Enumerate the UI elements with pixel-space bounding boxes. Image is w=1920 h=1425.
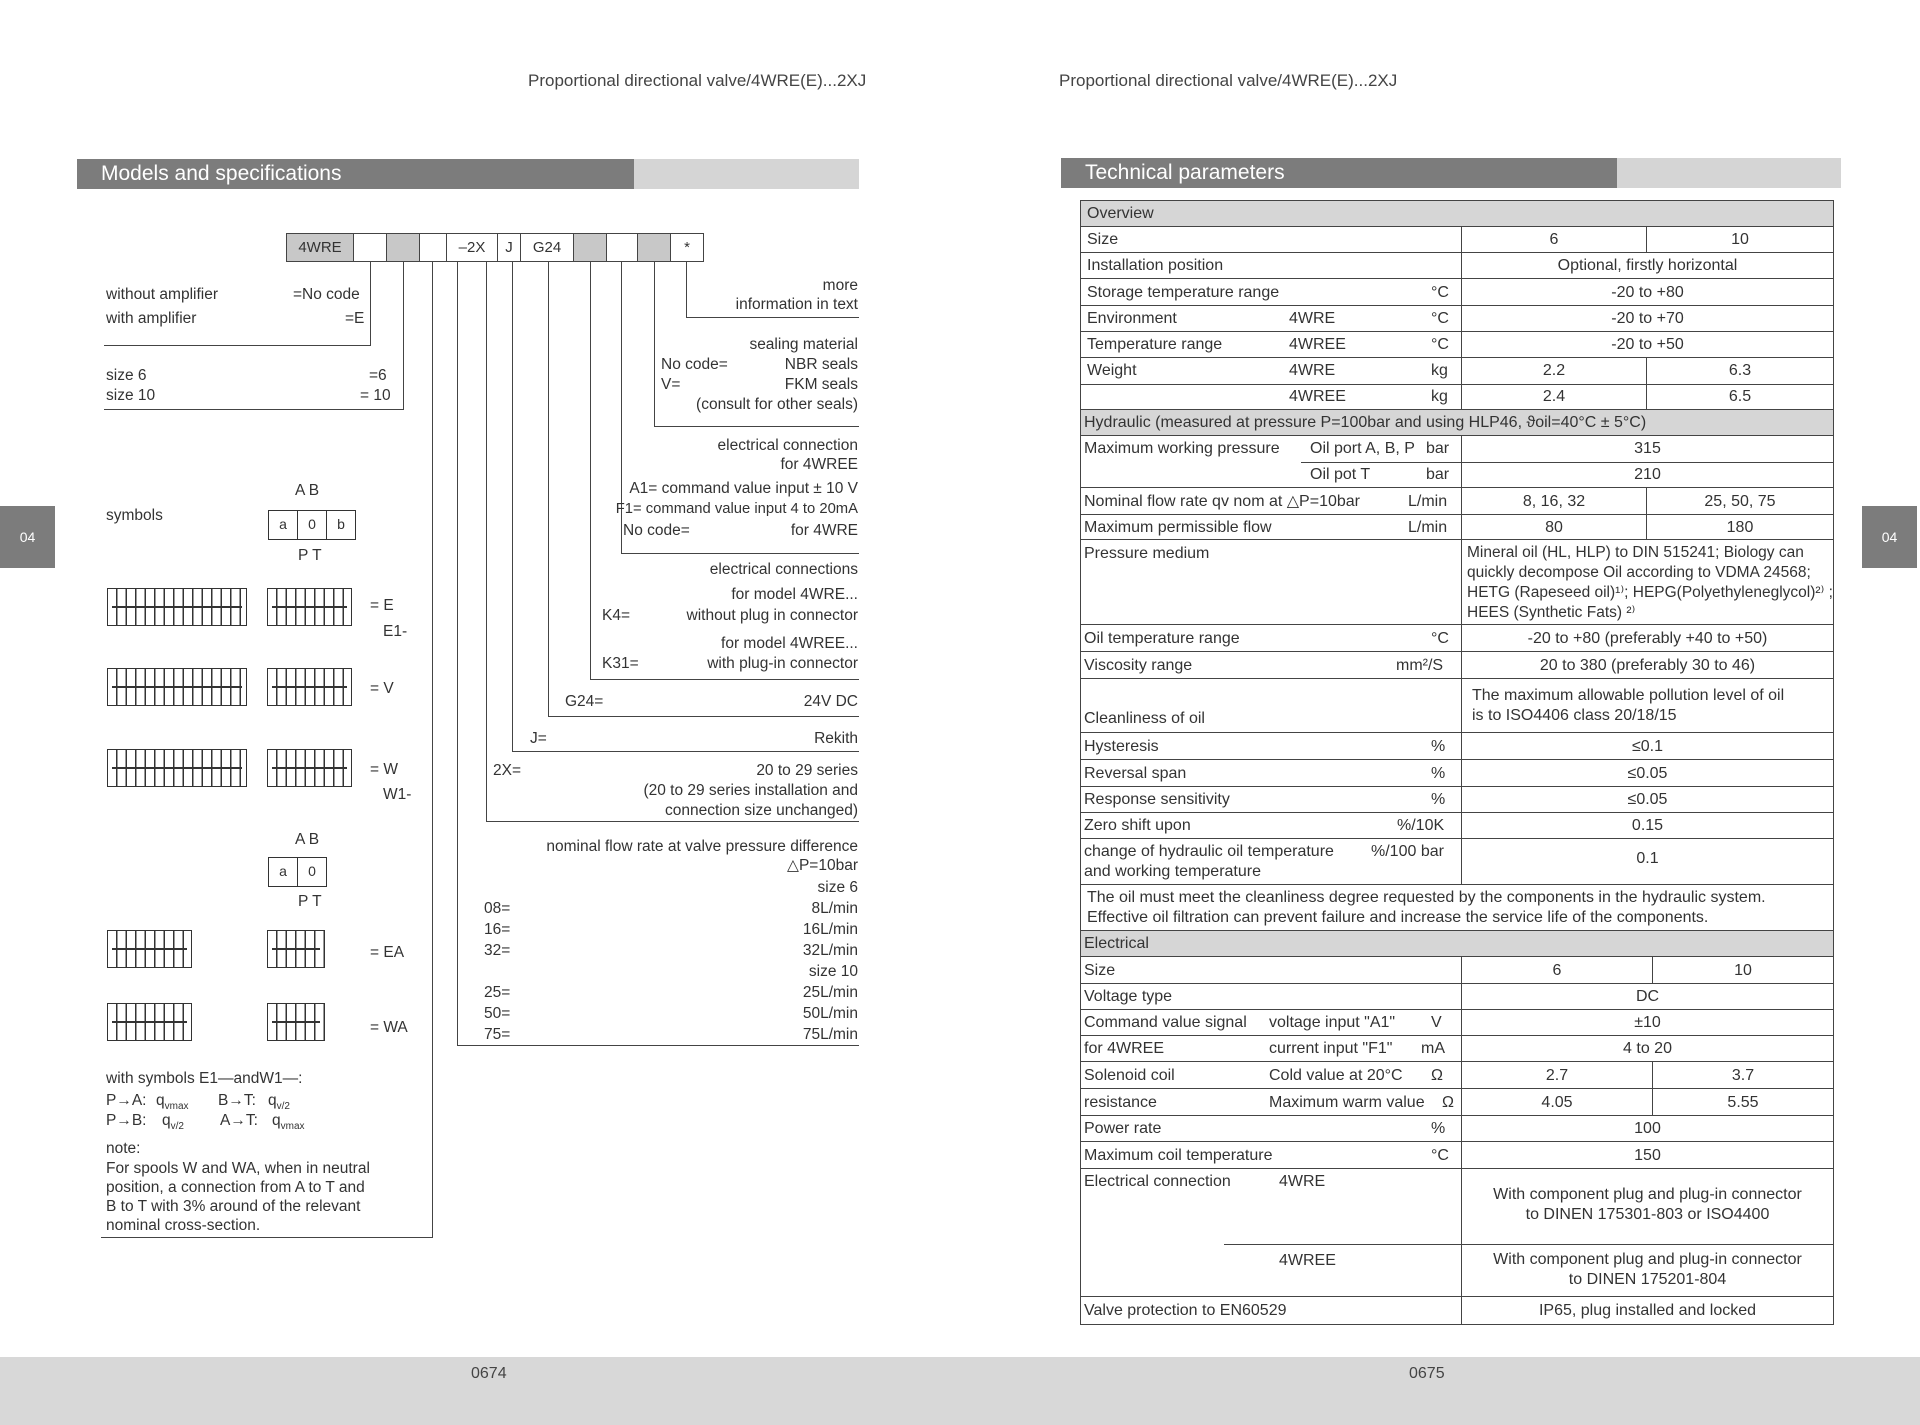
weight-v1b: 6.3	[1646, 358, 1833, 384]
oiltemp-label: Oil temperature range	[1084, 630, 1240, 647]
row-res	[1081, 1089, 1833, 1116]
leader-more-h	[686, 317, 859, 318]
code-e: = E	[370, 597, 394, 614]
x2-desc3: connection size unchanged)	[664, 802, 858, 819]
sym2-a: a	[268, 857, 298, 887]
nflow-label: Nominal flow rate qv nom at △P=10bar	[1084, 493, 1360, 510]
nflow-b: 25, 50, 75	[1646, 488, 1833, 514]
coil-a: 2.7	[1461, 1062, 1652, 1088]
flow-75-val: 75L/min	[802, 1026, 858, 1043]
weight-label: Weight	[1087, 362, 1137, 379]
econn-v2b: to DINEN 175201-804	[1568, 1271, 1727, 1288]
more-line1: more	[822, 277, 858, 294]
row-install	[1081, 253, 1833, 279]
temp-model: 4WREE	[1289, 336, 1346, 353]
code-w: = W	[370, 761, 398, 778]
res-mode: Maximum warm value	[1269, 1094, 1425, 1111]
cur-value: 4 to 20	[1461, 1036, 1833, 1061]
seal-v: V=	[661, 376, 681, 393]
flow-size10: size 10	[808, 963, 858, 980]
conn-model-4wree: for model 4WREE...	[721, 635, 858, 652]
row-size	[1081, 227, 1833, 253]
spool-ea-small	[267, 930, 325, 968]
spool-v-large	[107, 668, 247, 706]
econn-model2: 4WREE	[1279, 1252, 1336, 1269]
note-line1: For spools W and WA, when in neutral	[106, 1160, 370, 1177]
maxcoil-label: Maximum coil temperature	[1084, 1147, 1273, 1164]
leader-g24-h	[548, 716, 859, 717]
elec-a1: A1= command value input ± 10 V	[629, 480, 858, 497]
right-section-title: Technical parameters	[1061, 158, 1617, 188]
sym2-ab: A B	[295, 831, 320, 848]
amp-with-code: =E	[345, 310, 365, 327]
note-line3: B to T with 3% around of the relevant	[106, 1198, 361, 1215]
chg-value: 0.1	[1461, 839, 1833, 884]
seal-nocode: No code=	[661, 356, 728, 373]
note-title: note:	[106, 1140, 141, 1157]
at-label: A→T:	[220, 1112, 258, 1129]
row-cmd	[1081, 1010, 1833, 1036]
row-cur	[1081, 1036, 1833, 1062]
esize-10: 10	[1652, 957, 1833, 983]
note-line2: position, a connection from A to T and	[106, 1179, 365, 1196]
left-tab[interactable]: 04	[0, 506, 55, 568]
row-esize	[1081, 957, 1833, 984]
size-label: Size	[1087, 231, 1119, 248]
resp-label: Response sensitivity	[1084, 791, 1230, 808]
leader-more	[686, 262, 687, 318]
code-v: = V	[370, 680, 394, 697]
nflow-unit: L/min	[1408, 493, 1448, 510]
mflow-a: 80	[1461, 515, 1646, 539]
power-value: 100	[1461, 1116, 1833, 1141]
install-value: Optional, firstly horizontal	[1461, 253, 1833, 278]
size10-label: size 10	[106, 387, 156, 404]
row-power	[1081, 1116, 1833, 1142]
conn-k4: K4=	[602, 607, 631, 624]
res-unit: Ω	[1442, 1094, 1454, 1111]
seal-fkm: FKM seals	[784, 376, 858, 393]
oiltemp-value: -20 to +80 (preferably +40 to +50)	[1461, 625, 1833, 651]
rev-label: Reversal span	[1084, 765, 1187, 782]
elec-nocode: No code=	[623, 522, 690, 539]
econn-v2a: With component plug and plug-in connector	[1493, 1251, 1802, 1268]
row-prot	[1081, 1297, 1833, 1324]
footer-bar	[0, 1357, 1920, 1425]
row-oiltemp	[1081, 625, 1833, 652]
flow-16: 16=	[484, 921, 511, 938]
code-w1: W1-	[383, 786, 412, 803]
pb-label: P→B:	[106, 1112, 147, 1129]
row-storage	[1081, 279, 1833, 306]
maxcoil-value: 150	[1461, 1142, 1833, 1168]
sym1-b: b	[326, 510, 356, 540]
right-tab[interactable]: 04	[1862, 506, 1917, 568]
maxp-value: 315	[1461, 436, 1833, 462]
prot-label: Valve protection to EN60529	[1084, 1302, 1287, 1319]
leader-symbols-h	[101, 1237, 433, 1238]
row-econn	[1081, 1169, 1833, 1297]
env-label: Environment	[1087, 310, 1177, 327]
res-a: 4.05	[1461, 1089, 1652, 1115]
storage-unit: °C	[1431, 284, 1449, 301]
left-section-title: Models and specifications	[77, 159, 634, 189]
medium-line2: quickly decompose Oil according to VDMA 24568;	[1467, 564, 1811, 581]
mflow-unit: L/min	[1408, 519, 1448, 536]
medium-label: Pressure medium	[1084, 545, 1210, 562]
row-hydraulic	[1081, 410, 1833, 436]
maxp-tvalue: 210	[1461, 462, 1833, 487]
chg-label	[1084, 842, 1334, 884]
maxp-t: Oil pot T	[1310, 466, 1371, 483]
row-resp	[1081, 787, 1833, 813]
visc-unit: mm²/S	[1396, 657, 1444, 674]
row-chg	[1081, 839, 1833, 885]
hyst-label: Hysteresis	[1084, 738, 1159, 755]
x2-desc2: (20 to 29 series installation and	[643, 782, 858, 799]
symbols-label: symbols	[106, 507, 163, 524]
rev-unit: %	[1431, 765, 1446, 782]
prot-value: IP65, plug installed and locked	[1461, 1297, 1833, 1324]
leader-symbols	[432, 262, 433, 1238]
leader-2x-h	[486, 821, 859, 822]
more-line2: information in text	[735, 296, 858, 313]
leader-seal-h	[654, 426, 859, 427]
bt-label: B→T:	[218, 1092, 256, 1109]
pb-value	[162, 1111, 184, 1134]
zero-label: Zero shift upon	[1084, 817, 1191, 834]
code-star-text: *	[684, 239, 690, 256]
oilnote-line2: Effective oil filtration can prevent failure and increase the service life of the components.	[1087, 909, 1709, 926]
for4wree-label: for 4WREE	[1084, 1040, 1165, 1057]
size6-label: size 6	[106, 367, 147, 384]
cmd-mode: voltage input "A1"	[1269, 1014, 1396, 1031]
weight-v2a: 2.4	[1461, 384, 1646, 409]
spool-w-large	[107, 749, 247, 787]
spool-w-small	[267, 749, 352, 787]
sym1-a: a	[268, 510, 298, 540]
temp-label: Temperature range	[1087, 336, 1223, 353]
clean-label: Cleanliness of oil	[1084, 710, 1205, 727]
amp-without-code: =No code	[293, 286, 360, 303]
g24-desc: 24V DC	[803, 693, 858, 710]
bt-sub: v/2	[276, 1101, 290, 1113]
env-model: 4WRE	[1289, 310, 1336, 327]
row-temp	[1081, 332, 1833, 358]
esize-label: Size	[1084, 962, 1116, 979]
temp-unit: °C	[1431, 336, 1449, 353]
econn-v1a: With component plug and plug-in connector	[1493, 1186, 1802, 1203]
elec-for4wre: for 4WRE	[790, 522, 858, 539]
temp-value: -20 to +50	[1461, 332, 1833, 357]
cur-mode: current input "F1"	[1269, 1040, 1393, 1057]
code-box-2	[353, 233, 387, 262]
row-coil	[1081, 1062, 1833, 1089]
leader-2x	[486, 262, 487, 822]
code-box-gap	[637, 233, 671, 262]
pa-q: q	[156, 1092, 165, 1109]
row-clean	[1081, 679, 1833, 733]
coil-b: 3.7	[1652, 1062, 1833, 1088]
zero-value: 0.15	[1461, 813, 1833, 838]
x2-desc: 20 to 29 series	[756, 762, 858, 779]
e1w1-title: with symbols E1—andW1—:	[106, 1070, 303, 1087]
leader-conn	[590, 262, 591, 680]
medium-value	[1461, 540, 1833, 624]
hydraulic-label: Hydraulic (measured at pressure P=100bar and using HLP46, ϑoil=40°C ± 5°C)	[1084, 414, 1647, 431]
amp-with: with amplifier	[106, 310, 197, 327]
at-sub: vmax	[280, 1121, 305, 1133]
weight-model1: 4WRE	[1289, 362, 1336, 379]
left-page-number: 0674	[471, 1365, 507, 1382]
mflow-b: 180	[1646, 515, 1833, 539]
resp-unit: %	[1431, 791, 1446, 808]
flow-title: nominal flow rate at valve pressure difference	[546, 838, 858, 855]
sym1-0: 0	[297, 510, 327, 540]
leader-flow	[457, 262, 458, 1046]
code-ea: = EA	[370, 944, 405, 961]
power-unit: %	[1431, 1120, 1446, 1137]
at-value	[272, 1111, 305, 1134]
cmd-unit: V	[1431, 1014, 1442, 1031]
maxp-port: Oil port A, B, P	[1310, 440, 1415, 457]
cur-unit: mA	[1421, 1040, 1445, 1057]
weight-unit2: kg	[1431, 388, 1448, 405]
flow-32-val: 32L/min	[802, 942, 858, 959]
flow-25: 25=	[484, 984, 511, 1001]
flow-08-val: 8L/min	[811, 900, 858, 917]
code-2x: –2X	[446, 233, 498, 262]
size-6: 6	[1461, 227, 1646, 252]
leader-size	[403, 262, 404, 410]
x2-code: 2X=	[493, 762, 522, 779]
code-box-4	[419, 233, 447, 262]
visc-value: 20 to 380 (preferably 30 to 46)	[1461, 652, 1833, 678]
medium-line4: HEES (Synthetic Fats) ²⁾	[1467, 604, 1636, 621]
leader-flow-h	[457, 1045, 859, 1046]
weight-unit1: kg	[1431, 362, 1448, 379]
flow-75: 75=	[484, 1026, 511, 1043]
pa-sub: vmax	[164, 1101, 189, 1113]
visc-label: Viscosity range	[1084, 657, 1193, 674]
econn-model1: 4WRE	[1279, 1173, 1326, 1190]
elec-title1: electrical connection	[717, 437, 858, 454]
row-electrical	[1081, 931, 1833, 957]
chg-unit: %/100 bar	[1371, 843, 1444, 860]
chg-line1: change of hydraulic oil temperature	[1084, 843, 1334, 860]
volt-label: Voltage type	[1084, 988, 1173, 1005]
leader-amp-h	[104, 345, 371, 346]
res-label: resistance	[1084, 1094, 1157, 1111]
nflow-a: 8, 16, 32	[1461, 488, 1646, 514]
coil-mode: Cold value at 20°C	[1269, 1067, 1403, 1084]
pa-label: P→A:	[106, 1092, 147, 1109]
conn-k4-desc: without plug in connector	[686, 607, 858, 624]
pb-q: q	[162, 1112, 171, 1129]
spool-v-small	[267, 668, 352, 706]
conn-k31-desc: with plug-in connector	[707, 655, 858, 672]
sym1-ab: A B	[295, 482, 320, 499]
conn-model-4wre: for model 4WRE...	[731, 586, 858, 603]
row-weight	[1081, 358, 1833, 410]
econn-v1b: to DINEN 175301-803 or ISO4400	[1525, 1206, 1770, 1223]
at-q: q	[272, 1112, 281, 1129]
resp-value: ≤0.05	[1461, 787, 1833, 812]
weight-v1a: 2.2	[1461, 358, 1646, 384]
code-g24: G24	[520, 233, 574, 262]
clean-value	[1461, 679, 1833, 732]
maxp-tunit: bar	[1426, 466, 1450, 483]
left-header: Proportional directional valve/4WRE(E)...2XJ	[528, 71, 867, 90]
rev-value: ≤0.05	[1461, 760, 1833, 786]
install-label: Installation position	[1087, 257, 1224, 274]
elec-f1: F1= command value input 4 to 20mA	[615, 501, 858, 517]
flow-dp: △P=10bar	[787, 857, 858, 874]
medium-line1: Mineral oil (HL, HLP) to DIN 515241; Biology can	[1467, 544, 1804, 561]
seal-nbr: NBR seals	[784, 356, 858, 373]
oilnote	[1087, 888, 1766, 930]
oilnote-line1: The oil must meet the cleanliness degree requested by the components in the hydraulic system.	[1087, 889, 1766, 906]
maxcoil-unit: °C	[1431, 1147, 1449, 1164]
row-maxcoil	[1081, 1142, 1833, 1169]
weight-model2: 4WREE	[1289, 388, 1346, 405]
spool-wa-small	[267, 1003, 325, 1041]
flow-size6: size 6	[817, 879, 858, 896]
env-unit: °C	[1431, 310, 1449, 327]
row-medium	[1081, 540, 1833, 625]
weight-v2b: 6.5	[1646, 384, 1833, 409]
elec-title2: for 4WREE	[780, 456, 858, 473]
g24-code: G24=	[565, 693, 604, 710]
spool-e-small	[267, 588, 352, 626]
leader-size-h	[104, 409, 404, 410]
power-label: Power rate	[1084, 1120, 1162, 1137]
sym2-pt: P T	[298, 893, 322, 910]
code-wa: = WA	[370, 1019, 408, 1036]
chg-line2: and working temperature	[1084, 863, 1261, 880]
j-desc: Rekith	[814, 730, 858, 747]
j-code: J=	[530, 730, 547, 747]
mflow-label: Maximum permissible flow	[1084, 519, 1272, 536]
flow-16-val: 16L/min	[802, 921, 858, 938]
leader-elec-h	[621, 553, 859, 554]
clean-line2: is to ISO4406 class 20/18/15	[1472, 707, 1677, 724]
flow-32: 32=	[484, 942, 511, 959]
econn-v2	[1461, 1245, 1833, 1296]
econn-label: Electrical connection	[1084, 1173, 1231, 1190]
code-e1: E1-	[383, 623, 408, 640]
code-j: J	[497, 233, 521, 262]
row-env	[1081, 306, 1833, 332]
row-visc	[1081, 652, 1833, 679]
leader-j	[512, 262, 513, 752]
row-maxp	[1081, 436, 1833, 488]
econn-v1	[1461, 1169, 1833, 1244]
electrical-label: Electrical	[1084, 935, 1149, 952]
row-hyst	[1081, 733, 1833, 760]
maxp-unit: bar	[1426, 440, 1450, 457]
conn-k31: K31=	[602, 655, 639, 672]
code-box-3	[386, 233, 420, 262]
storage-label: Storage temperature range	[1087, 284, 1280, 301]
code-box-9	[606, 233, 638, 262]
zero-unit: %/10K	[1397, 817, 1445, 834]
volt-value: DC	[1461, 984, 1833, 1009]
pb-sub: v/2	[170, 1121, 184, 1133]
conn-title: electrical connections	[709, 561, 858, 578]
row-overview	[1081, 201, 1833, 227]
env-value: -20 to +70	[1461, 306, 1833, 331]
coil-unit: Ω	[1431, 1067, 1443, 1084]
row-volt	[1081, 984, 1833, 1010]
row-oilnote	[1081, 885, 1833, 931]
flow-08: 08=	[484, 900, 511, 917]
size-10: 10	[1646, 227, 1833, 252]
hyst-value: ≤0.1	[1461, 733, 1833, 759]
seal-title: sealing material	[749, 336, 858, 353]
size10-code: = 10	[360, 387, 391, 404]
leader-conn-h	[590, 679, 859, 680]
cmd-value: ±10	[1461, 1010, 1833, 1035]
hyst-unit: %	[1431, 738, 1446, 755]
bt-q: q	[268, 1092, 277, 1109]
note-line4: nominal cross-section.	[106, 1217, 261, 1234]
row-mflow	[1081, 515, 1833, 540]
storage-value: -20 to +80	[1461, 279, 1833, 305]
leader-g24	[548, 262, 549, 717]
code-4wre: 4WRE	[286, 233, 354, 262]
sym2-0: 0	[297, 857, 327, 887]
spool-ea-large	[107, 930, 192, 968]
cmd-label: Command value signal	[1084, 1014, 1247, 1031]
amp-without: without amplifier	[106, 286, 218, 303]
row-rev	[1081, 760, 1833, 787]
maxp-label: Maximum working pressure	[1084, 440, 1280, 457]
flow-50: 50=	[484, 1005, 511, 1022]
flow-25-val: 25L/min	[802, 984, 858, 1001]
size6-code: =6	[369, 367, 387, 384]
clean-line1: The maximum allowable pollution level of oil	[1472, 687, 1785, 704]
sym1-pt: P T	[298, 547, 322, 564]
right-section-bar	[1061, 158, 1841, 188]
code-box-8	[573, 233, 607, 262]
tech-table	[1080, 200, 1834, 1325]
left-section-bar	[77, 159, 859, 189]
medium-line3: HETG (Rapeseed oil)¹⁾; HEPG(Polyethyleneglycol)²⁾ ;	[1467, 584, 1833, 601]
coil-label: Solenoid coil	[1084, 1067, 1175, 1084]
leader-amp	[370, 262, 371, 346]
oiltemp-unit: °C	[1431, 630, 1449, 647]
leader-seal	[654, 262, 655, 427]
row-nflow	[1081, 488, 1833, 515]
esize-6: 6	[1461, 957, 1652, 983]
right-page-number: 0675	[1409, 1365, 1445, 1382]
right-header: Proportional directional valve/4WRE(E)...2XJ	[1059, 71, 1398, 90]
code-star	[670, 233, 704, 262]
res-b: 5.55	[1652, 1089, 1833, 1115]
seal-consult: (consult for other seals)	[696, 396, 858, 413]
spool-wa-large	[107, 1003, 192, 1041]
overview-label: Overview	[1087, 205, 1154, 222]
leader-j-h	[512, 751, 859, 752]
flow-50-val: 50L/min	[802, 1005, 858, 1022]
row-zero	[1081, 813, 1833, 839]
spool-e-large	[107, 588, 247, 626]
